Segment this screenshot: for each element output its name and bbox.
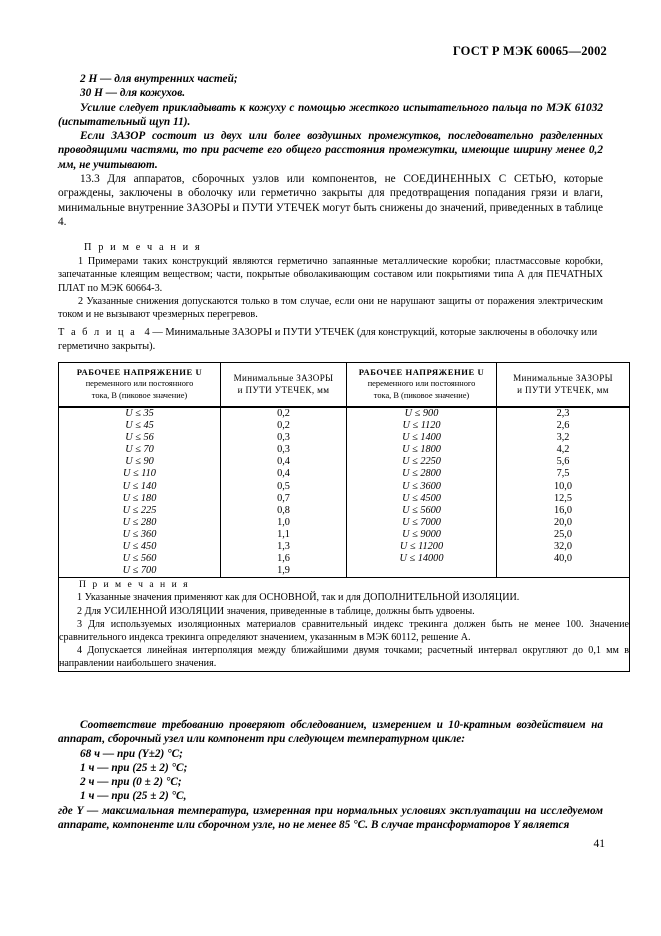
cell-clearance-right [497, 565, 630, 578]
cell-working-voltage-right: U ≤ 4500 [347, 493, 497, 505]
cell-working-voltage-right: U ≤ 5600 [347, 505, 497, 517]
cell-working-voltage-right: U ≤ 1400 [347, 432, 497, 444]
cell-clearance-right: 5,6 [497, 456, 630, 468]
spacer [58, 229, 603, 241]
table-note-2: 2 Для УСИЛЕННОЙ ИЗОЛЯЦИИ значения, приведенные в таблице, должны быть удвоены. [77, 605, 475, 617]
table-row [59, 432, 630, 444]
table-header-row [59, 363, 630, 408]
cell-clearance-left: 1,1 [221, 529, 347, 541]
intro-note-2: 2 Указанные снижения допускаются только в том случае, если они не нарушают защиты от поражения электрическим током и не вызывают чрезмерных перегревов. [58, 295, 603, 321]
cell-working-voltage-right [347, 565, 497, 578]
cell-working-voltage-left: U ≤ 140 [59, 481, 221, 493]
cell-working-voltage-left: U ≤ 56 [59, 432, 221, 444]
table-row [59, 420, 630, 432]
cell-working-voltage-left: U ≤ 280 [59, 517, 221, 529]
table-row [59, 468, 630, 480]
cell-clearance-left: 0,4 [221, 468, 347, 480]
table-caption [58, 326, 603, 353]
header-col3-line1: РАБОЧЕЕ НАПРЯЖЕНИЕ U [358, 367, 485, 377]
cell-working-voltage-left: U ≤ 35 [59, 407, 221, 420]
cell-working-voltage-left: U ≤ 110 [59, 468, 221, 480]
cell-clearance-right: 20,0 [497, 517, 630, 529]
cell-working-voltage-right: U ≤ 2800 [347, 468, 497, 480]
cell-working-voltage-right: U ≤ 1800 [347, 444, 497, 456]
cell-clearance-left: 0,4 [221, 456, 347, 468]
table-row [59, 505, 630, 517]
table-row [59, 456, 630, 468]
cell-clearance-right: 10,0 [497, 481, 630, 493]
clearances-creepage-table [58, 362, 630, 672]
intro-list-line-2: 30 Н — для кожухов. [80, 87, 186, 100]
cell-working-voltage-right: U ≤ 7000 [347, 517, 497, 529]
cell-clearance-left: 1,0 [221, 517, 347, 529]
cell-clearance-left: 0,5 [221, 481, 347, 493]
cell-clearance-right: 2,3 [497, 407, 630, 420]
intro-paragraph-2: Если ЗАЗОР состоит из двух или более воздушных промежутков, последовательно разделенных проводящими частями, то при расчете его общего расстояния промежутки, имеющие ширину менее 0,2 мм, не учитывают. [58, 130, 603, 171]
cell-working-voltage-right: U ≤ 9000 [347, 529, 497, 541]
main-text-block [58, 72, 603, 321]
cell-clearance-right: 25,0 [497, 529, 630, 541]
cell-working-voltage-left: U ≤ 180 [59, 493, 221, 505]
temp-cycle-line-2: 1 ч — при (25 ± 2) °С; [80, 761, 188, 774]
table-header-min-clearance-1 [221, 363, 347, 408]
cell-clearance-right: 3,2 [497, 432, 630, 444]
cell-working-voltage-left: U ≤ 70 [59, 444, 221, 456]
intro-paragraph-1: Усилие следует прикладывать к кожуху с помощью жесткого испытательного пальца по МЭК 61032 (испытательный щуп 11). [58, 101, 603, 128]
cell-working-voltage-left: U ≤ 225 [59, 505, 221, 517]
header-col3-line2: переменного или постоянного [367, 379, 476, 389]
table-row [59, 407, 630, 420]
table-row [59, 481, 630, 493]
temp-cycle-line-4: 1 ч — при (25 ± 2) °С, [80, 790, 187, 803]
cell-working-voltage-right: U ≤ 900 [347, 407, 497, 420]
table-row [59, 565, 630, 578]
page-number: 41 [593, 838, 605, 850]
cell-clearance-left: 1,9 [221, 565, 347, 578]
table-row [59, 553, 630, 565]
intro-notes-heading: П р и м е ч а н и я [84, 242, 202, 254]
cell-working-voltage-left: U ≤ 450 [59, 541, 221, 553]
bottom-paragraph-2: где Y — максимальная температура, измеренная при нормальных условиях эксплуатации на исследуемом аппарате, компоненте или сборочном узле, но не менее 85 °С. В случае трансформаторов Y является [58, 804, 603, 832]
table-caption-number: 4 [144, 327, 150, 338]
table-notes-heading: П р и м е ч а н и я [79, 578, 190, 590]
bottom-text-block [58, 718, 603, 832]
table-header-min-clearance-2 [497, 363, 630, 408]
cell-clearance-right: 16,0 [497, 505, 630, 517]
header-col2-line2: и ПУТИ УТЕЧЕК, мм [237, 385, 330, 396]
cell-clearance-left: 1,6 [221, 553, 347, 565]
cell-working-voltage-right: U ≤ 3600 [347, 481, 497, 493]
cell-clearance-right: 7,5 [497, 468, 630, 480]
header-col1-line1: РАБОЧЕЕ НАПРЯЖЕНИЕ U [76, 367, 203, 377]
intro-list-line-1: 2 Н — для внутренних частей; [80, 73, 238, 85]
temp-cycle-line-3: 2 ч — при (0 ± 2) °С; [80, 776, 182, 789]
table-header-working-voltage-2 [347, 363, 497, 408]
bottom-paragraph-1: Соответствие требованию проверяют обследованием, измерением и 10-кратным воздействием на аппарат, сборочный узел или компонент при следующем температурном цикле: [58, 719, 603, 746]
cell-clearance-right: 32,0 [497, 541, 630, 553]
cell-clearance-left: 1,3 [221, 541, 347, 553]
table-header-working-voltage-1 [59, 363, 221, 408]
table-row [59, 493, 630, 505]
header-col4-line1: Минимальные ЗАЗОРЫ [513, 372, 613, 383]
cell-clearance-left: 0,2 [221, 407, 347, 420]
table-notes-row [59, 577, 630, 671]
intro-note-1: 1 Примерами таких конструкций являются герметично запаянные металлические коробки; пластмассовые коробки, запечатанные клеящим веществом; части, покрытые обволакивающим составом или покрытиями типа А для ПЕЧАТНЫХ ПЛАТ по МЭК 60664-3. [58, 256, 603, 294]
table-note-1: 1 Указанные значения применяют как для ОСНОВНОЙ, так и для ДОПОЛНИТЕЛЬНОЙ ИЗОЛЯЦИИ. [77, 592, 520, 604]
header-col1-line3: тока, В (пиковое значение) [91, 390, 188, 400]
table-caption-text: — Минимальные ЗАЗОРЫ и ПУТИ УТЕЧЕК (для конструкций, которые заключены в оболочку или герметично закрыты). [58, 327, 598, 352]
cell-working-voltage-right: U ≤ 2250 [347, 456, 497, 468]
table-row [59, 444, 630, 456]
cell-working-voltage-left: U ≤ 45 [59, 420, 221, 432]
cell-clearance-right: 12,5 [497, 493, 630, 505]
header-col3-line3: тока, В (пиковое значение) [373, 390, 470, 400]
header-col2-line1: Минимальные ЗАЗОРЫ [233, 372, 334, 383]
table-caption-label: Т а б л и ц а [58, 327, 137, 338]
cell-clearance-right: 2,6 [497, 420, 630, 432]
cell-working-voltage-left: U ≤ 700 [59, 565, 221, 578]
clause-13-3-paragraph: 13.3 Для аппаратов, сборочных узлов или компонентов, не СОЕДИНЕННЫХ С СЕТЬЮ, которые ограждены, заключены в оболочку или герметично закрыты для предотвращения попадания грязи и влаги, минимальные внутренние ЗАЗОРЫ и ПУТИ УТЕЧЕК могут быть снижены до значений, приведенных в таблице 4. [58, 173, 603, 228]
cell-working-voltage-left: U ≤ 560 [59, 553, 221, 565]
table-notes-cell [59, 577, 630, 671]
table-note-4: 4 Допускается линейная интерполяция между ближайшими двумя точками; расчетный интервал округляют до 0,1 мм в направлении наибольшего значения. [59, 645, 629, 670]
header-col4-line2: и ПУТИ УТЕЧЕК, мм [517, 385, 609, 396]
cell-working-voltage-right: U ≤ 14000 [347, 553, 497, 565]
document-standard-header: ГОСТ Р МЭК 60065—2002 [452, 44, 607, 58]
table-body [59, 407, 630, 577]
cell-clearance-right: 4,2 [497, 444, 630, 456]
table-row [59, 517, 630, 529]
cell-clearance-left: 0,2 [221, 420, 347, 432]
table-note-3: 3 Для используемых изоляционных материалов сравнительный индекс трекинга должен быть не менее 100. Значение сравнительного индекса трекинга определяют значением, указанным в МЭК 60112, решение А. [59, 618, 629, 643]
cell-clearance-right: 40,0 [497, 553, 630, 565]
cell-working-voltage-left: U ≤ 90 [59, 456, 221, 468]
cell-working-voltage-left: U ≤ 360 [59, 529, 221, 541]
header-col1-line2: переменного или постоянного [85, 379, 194, 389]
temp-cycle-line-1: 68 ч — при (Y±2) °С; [80, 747, 183, 760]
cell-clearance-left: 0,3 [221, 432, 347, 444]
cell-working-voltage-right: U ≤ 1120 [347, 420, 497, 432]
cell-clearance-left: 0,7 [221, 493, 347, 505]
cell-clearance-left: 0,8 [221, 505, 347, 517]
cell-clearance-left: 0,3 [221, 444, 347, 456]
cell-working-voltage-right: U ≤ 11200 [347, 541, 497, 553]
table-row [59, 541, 630, 553]
table-row [59, 529, 630, 541]
